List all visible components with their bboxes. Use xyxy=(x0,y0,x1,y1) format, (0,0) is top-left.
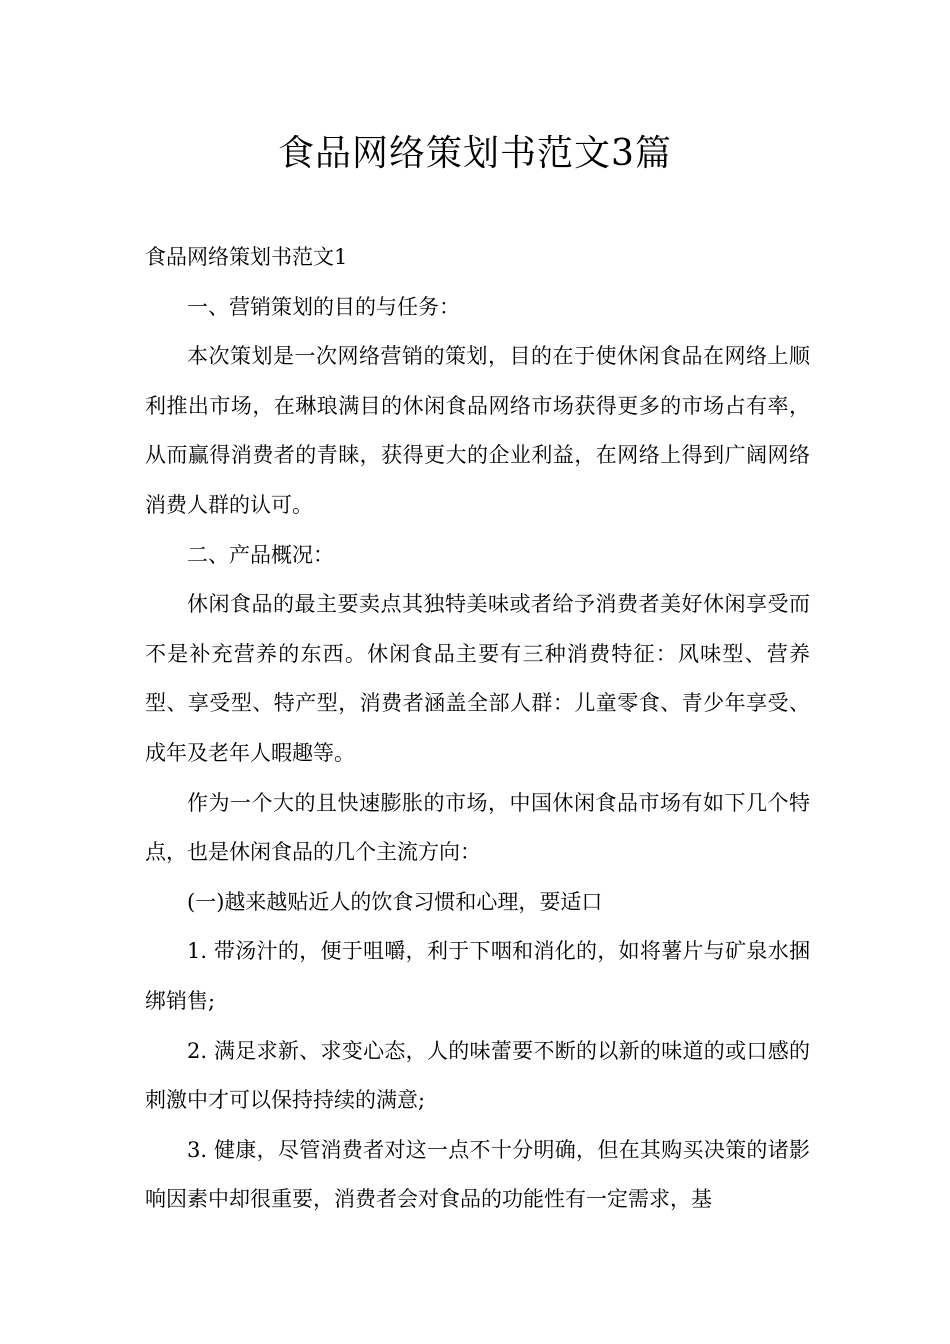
subsection-heading: (一)越来越贴近人的饮食习惯和心理，要适口 xyxy=(187,889,603,914)
section-heading: 一、营销策划的目的与任务： xyxy=(187,294,460,319)
list-item: 1. 带汤汁的，便于咀嚼，利于下咽和消化的，如将薯片与矿泉水捆绑销售; xyxy=(145,939,810,1013)
section-heading: 二、产品概况： xyxy=(187,542,334,567)
paragraph: 本次策划是一次网络营销的策划，目的在于使休闲食品在网络上顺利推出市场，在琳琅满目的休闲食品网络市场获得更多的市场占有率，从而赢得消费者的青睐，获得更大的企业利益，在网络上得到广阔网络消费人群的认可。 xyxy=(145,344,810,517)
paragraph: 作为一个大的且快速膨胀的市场，中国休闲食品市场有如下几个特点，也是休闲食品的几个主流方向： xyxy=(145,790,810,865)
document-body xyxy=(145,233,810,1225)
list-item: 2. 满足求新、求变心态，人的味蕾要不断的以新的味道的或口感的刺激中才可以保持持续的满意; xyxy=(145,1038,810,1113)
list-item: 3. 健康，尽管消费者对这一点不十分明确，但在其购买决策的诸影响因素中却很重要，消费者会对食品的功能性有一定需求，基 xyxy=(145,1137,810,1212)
document-title: 食品网络策划书范文3篇 xyxy=(278,133,672,174)
paragraph: 食品网络策划书范文1 xyxy=(145,245,348,269)
paragraph: 休闲食品的最主要卖点其独特美味或者给予消费者美好休闲享受而不是补充营养的东西。休闲食品主要有三种消费特征：风味型、营养型、享受型、特产型，消费者涵盖全部人群：儿童零食、青少年享受、成年及老年人暇趣等。 xyxy=(145,592,810,765)
